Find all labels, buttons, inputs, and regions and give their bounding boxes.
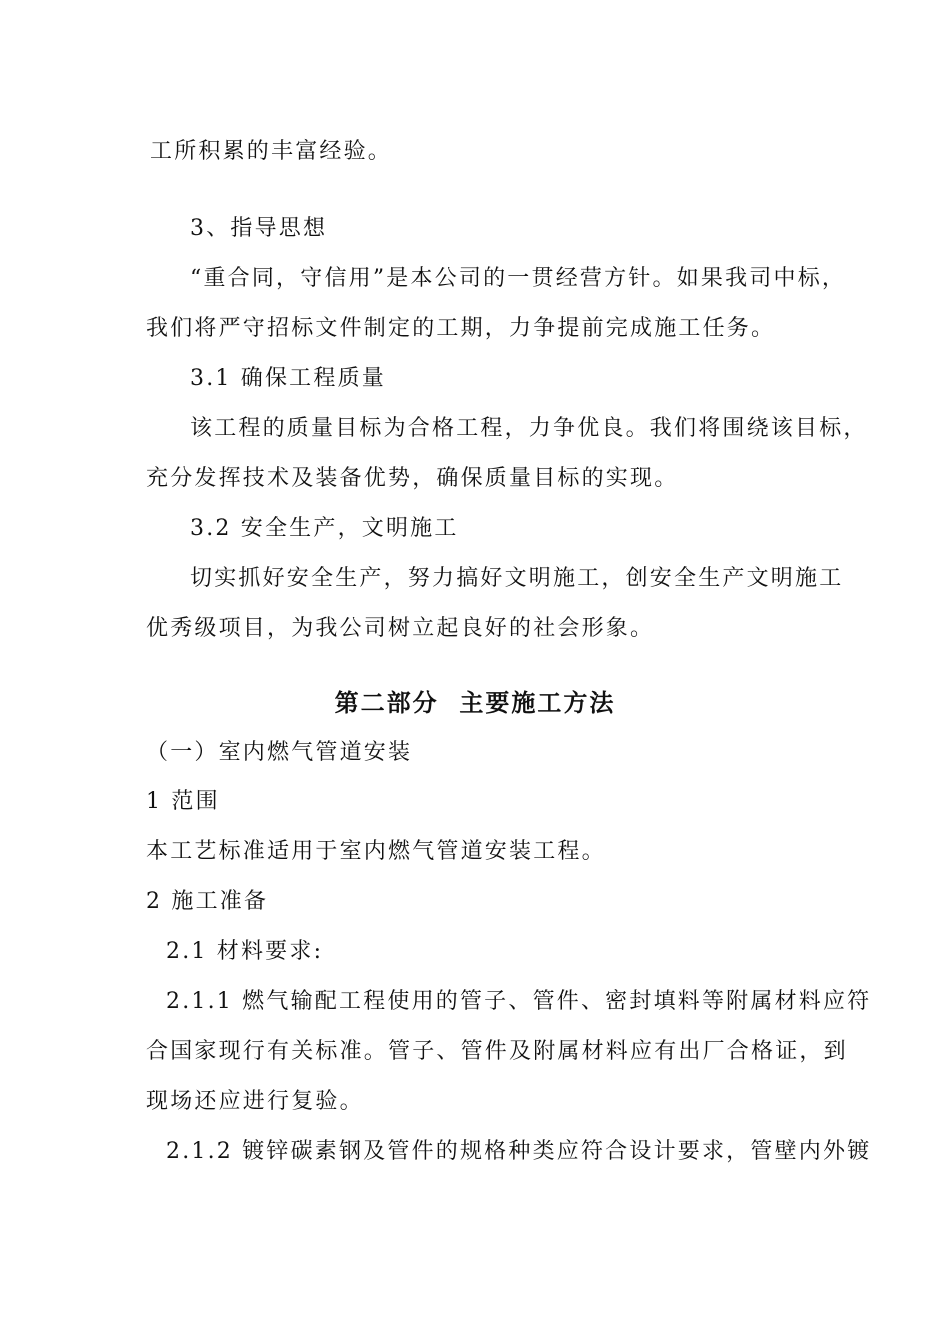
paragraph-line: 我们将严守招标文件制定的工期，力争提前完成施工任务。	[146, 316, 776, 341]
subsection-heading-3-1: 3.1 确保工程质量	[190, 366, 386, 391]
paragraph-line: 本工艺标准适用于室内燃气管道安装工程。	[146, 839, 606, 864]
section-heading-3: 3、指导思想	[190, 216, 328, 241]
paragraph-line: 工所积累的丰富经验。	[150, 139, 393, 164]
section-heading-1: （一）室内燃气管道安装	[146, 740, 413, 765]
paragraph-line: 合国家现行有关标准。管子、管件及附属材料应有出厂合格证，到	[146, 1039, 848, 1064]
paragraph-line: 切实抓好安全生产，努力搞好文明施工，创安全生产文明施工	[190, 566, 844, 591]
paragraph-line: 该工程的质量目标为合格工程，力争优良。我们将围绕该目标，	[190, 416, 868, 441]
item-heading-preparation: 2 施工准备	[146, 889, 269, 914]
item-heading-scope: 1 范围	[146, 789, 220, 814]
paragraph-line: 充分发挥技术及装备优势，确保质量目标的实现。	[146, 466, 679, 491]
subitem-heading-2-1: 2.1 材料要求:	[166, 939, 324, 964]
subsection-heading-3-2: 3.2 安全生产，文明施工	[190, 516, 459, 541]
paragraph-line: 2.1.1 燃气输配工程使用的管子、管件、密封填料等附属材料应符	[166, 989, 872, 1014]
part-title: 第二部分 主要施工方法	[334, 688, 616, 717]
paragraph-line: 现场还应进行复验。	[146, 1089, 364, 1114]
paragraph-line: 2.1.2 镀锌碳素钢及管件的规格种类应符合设计要求，管壁内外镀	[166, 1139, 872, 1164]
paragraph-line: 优秀级项目，为我公司树立起良好的社会形象。	[146, 616, 655, 641]
paragraph-line: “重合同，守信用”是本公司的一贯经营方针。如果我司中标，	[190, 266, 847, 291]
